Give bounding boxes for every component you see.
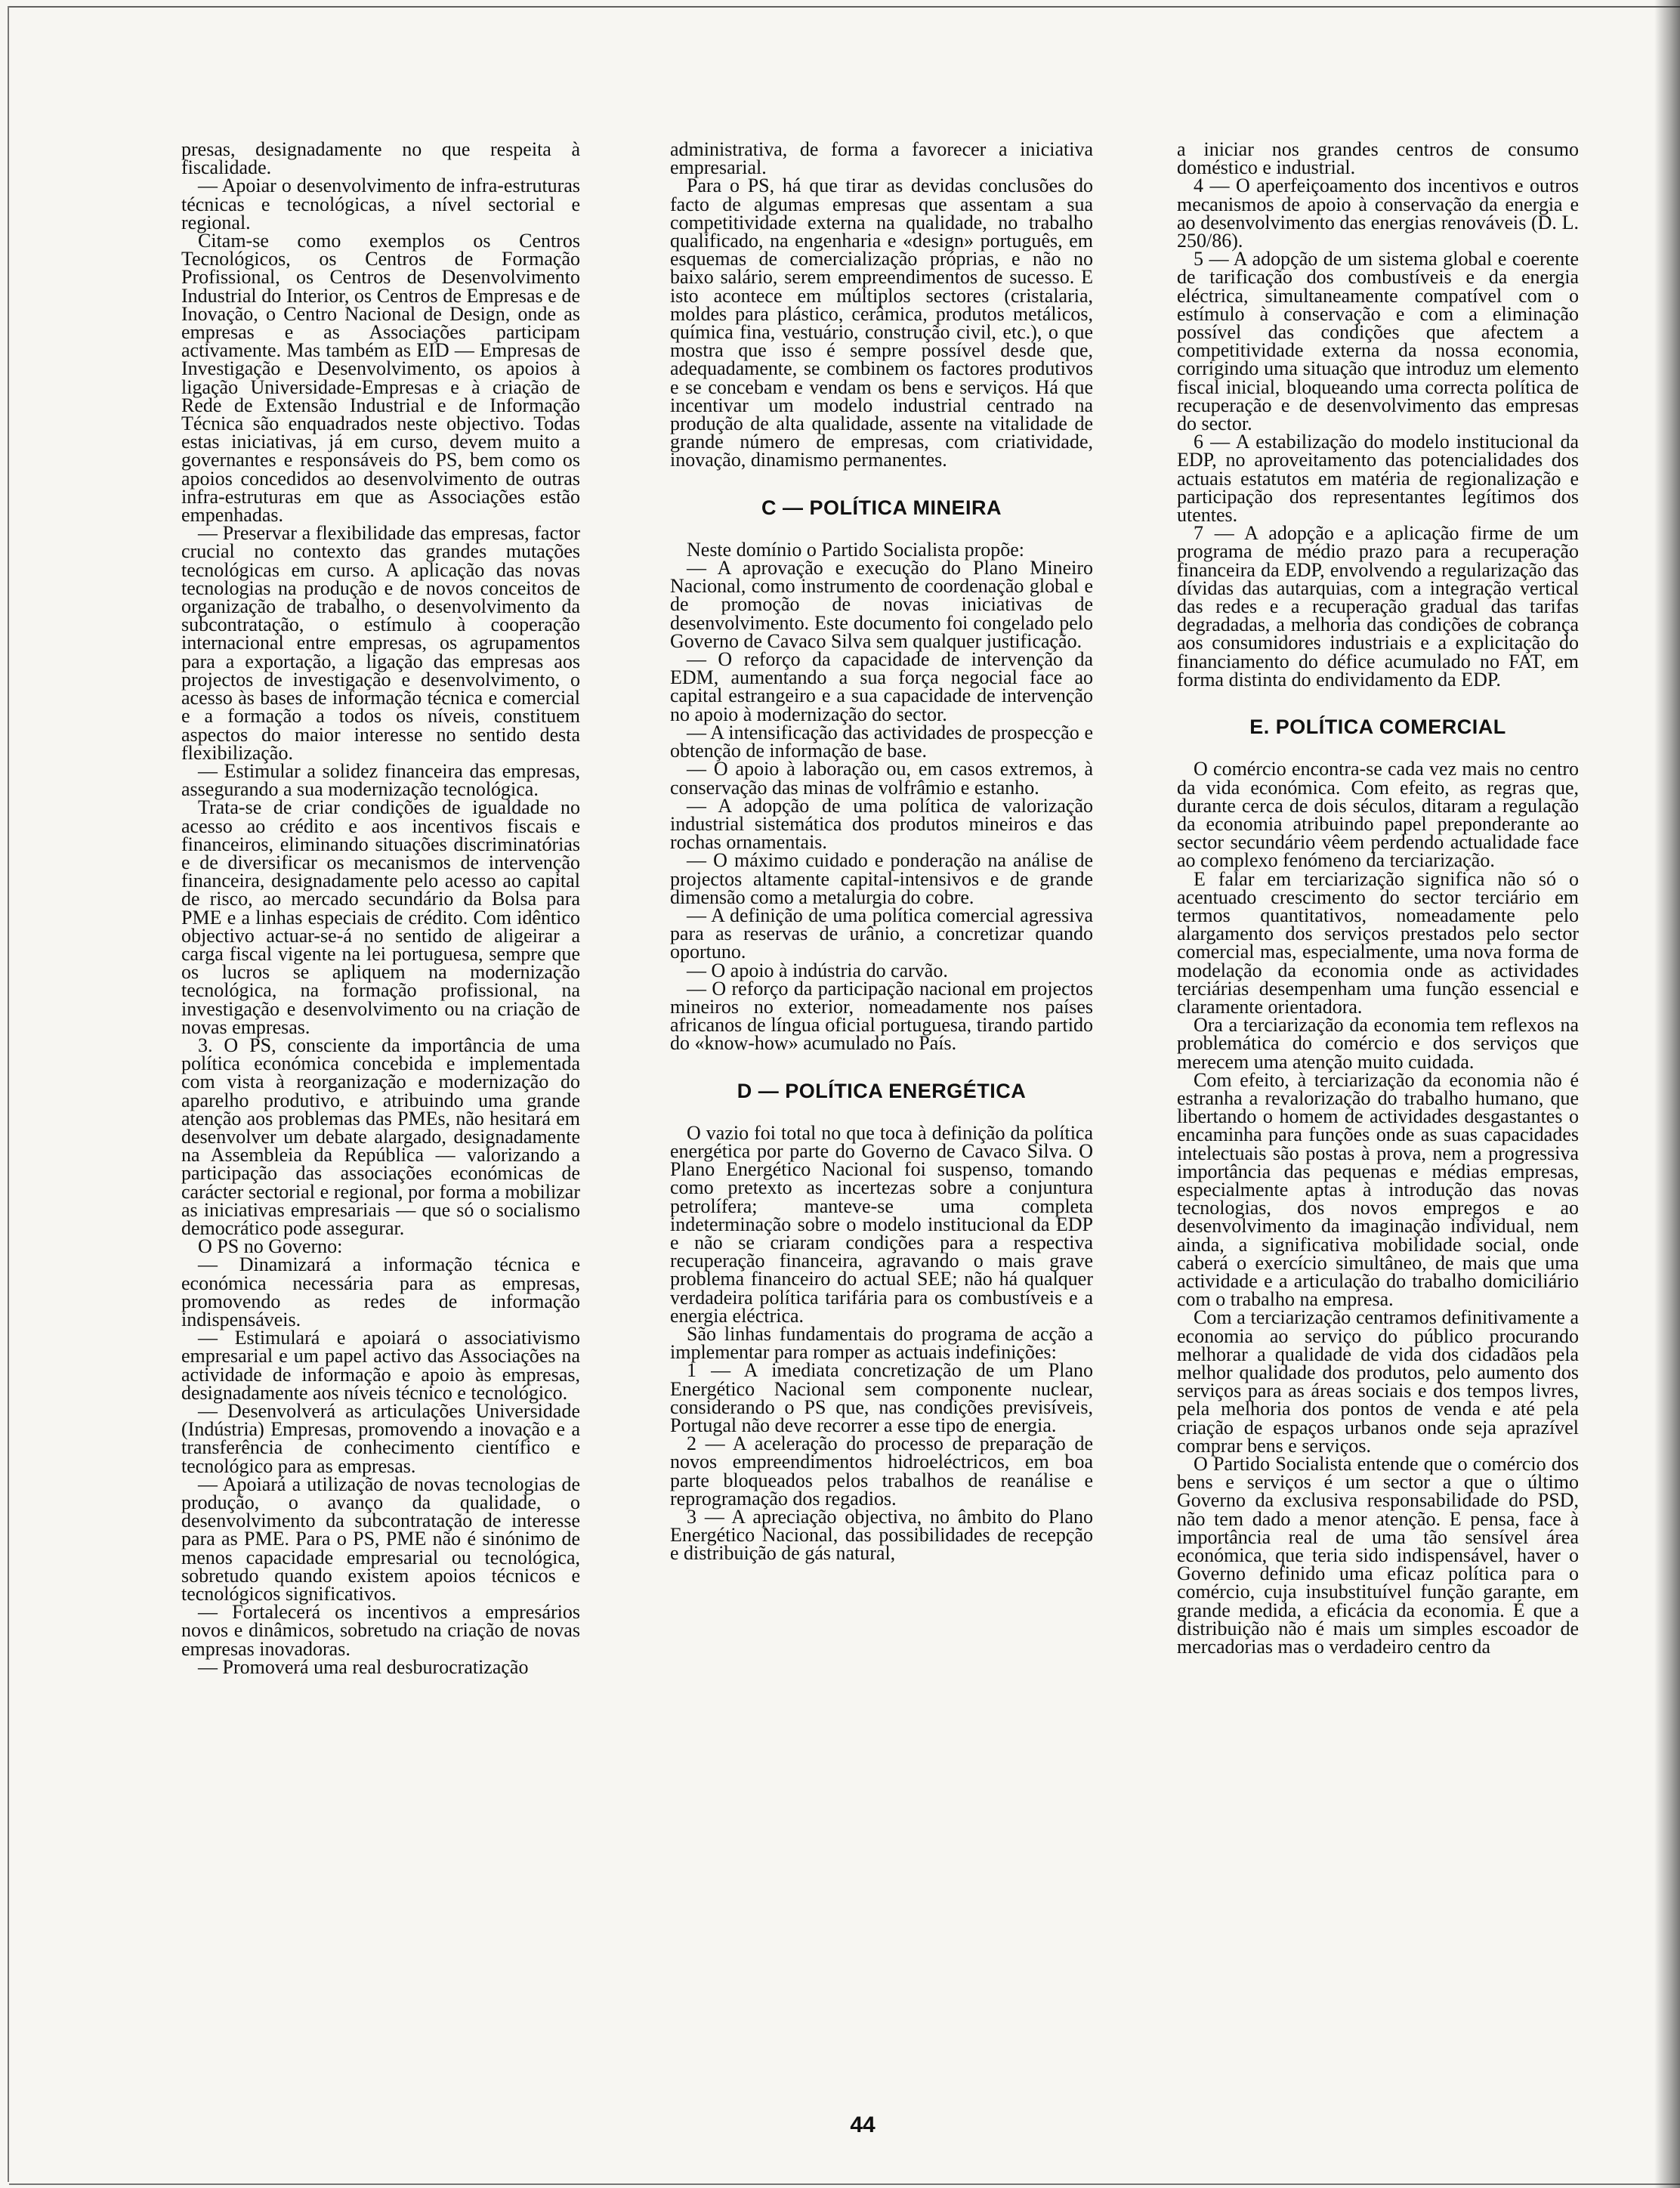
paragraph: a iniciar nos grandes centros de consumo doméstico e industrial. xyxy=(1177,138,1579,179)
paragraph: — O reforço da capacidade de intervenção da EDM, aumentando a sua força negocial face ao capital estrangeiro e a sua capacidade de intervenção no apoio à modernização do sector. xyxy=(670,648,1093,725)
paragraph: — Fortalecerá os incentivos a empresários novos e dinâmicos, sobretudo na criação de novas empresas inovadoras. xyxy=(181,1601,580,1660)
paragraph: 5 — A adopção de um sistema global e coerente de tarificação dos combustíveis e da energia eléctrica, simultaneamente compatível com o estímulo à conservação e com a eliminação possível das condições que afectem a competitividade externa da nossa economia, corrigindo uma situação que introduz um elemento fiscal inicial, bloqueando uma correcta política de recuperação e de desenvolvimento das empresas do sector. xyxy=(1177,248,1579,435)
paragraph: 3 — A apreciação objectiva, no âmbito do Plano Energético Nacional, das possibilidades de recepção e distribuição de gás natural, xyxy=(670,1506,1093,1565)
paragraph: Com efeito, à terciarização da economia não é estranha a revalorização do trabalho humano, que libertando o homem de actividades desgastantes o encaminha para funções onde as suas capacidades intelectuais são postas à prova, nem a progressiva importância das pequenas e médias empresas, especialmente aptas à introdução das novas tecnologias, dos novos empregos e ao desenvolvimento da imaginação individual, nem ainda, a significativa mobilidade social, onde caberá o exercício simultâneo, de mais que uma actividade e a articulação do trabalho domiciliário com o trabalho na empresa. xyxy=(1177,1068,1579,1311)
paragraph: 6 — A estabilização do modelo institucional da EDP, no aproveitamento das potencialidades dos actuais estatutos em matéria de regionalização e participação dos representantes legítimos dos utentes. xyxy=(1177,431,1579,527)
page-number: 44 xyxy=(850,2112,876,2137)
paragraph: — O apoio à laboração ou, em casos extremos, à conservação das minas de volfrâmio e estanho. xyxy=(670,758,1093,799)
paragraph: São linhas fundamentais do programa de acção a implementar para romper as actuais indefinições: xyxy=(670,1322,1093,1364)
section-heading-comercial: E. POLÍTICA COMERCIAL xyxy=(1249,715,1506,739)
paragraph: 4 — O aperfeiçoamento dos incentivos e outros mecanismos de apoio à conservação da energia e ao desenvolvimento das energias renováveis (D. L. 250/86). xyxy=(1177,175,1579,252)
left-border xyxy=(8,6,9,2182)
paragraph: — Apoiar o desenvolvimento de infra-estruturas técnicas e tecnológicas, a nível sectorial e regional. xyxy=(181,175,580,233)
paragraph: E falar em terciarização significa não só o acentuado crescimento do sector terciário em termos quantitativos, nomeadamente pelo alargamento dos serviços prestados pelo sector comercial mas, especialmente, uma nova forma de modelação da economia onde as actividades terciárias desempenham uma função essencial e claramente orientadora. xyxy=(1177,867,1579,1018)
paragraph: Trata-se de criar condições de igualdade no acesso ao crédito e aos incentivos fiscais e financeiros, eliminando situações discriminatórias e de diversificar os mecanismos de intervenção financeira, designadamente pelo acesso ao capital de risco, ao mercado secundário da Bolsa para PME e a linhas especiais de crédito. Com idêntico objectivo actuar-se-á no sentido de aligeirar a carga fiscal vigente na lei portuguesa, sempre que os lucros se apliquem na modernização tecnológica, na formação profissional, na investigação e desenvolvimento ou na criação de novas empresas. xyxy=(181,796,580,1038)
top-border xyxy=(9,6,1680,8)
paragraph: Com a terciarização centramos definitivamente a economia ao serviço do público procurando melhorar a qualidade de vida dos cidadãos pela melhor qualidade dos produtos, pelo aumento dos serviços para as áreas sociais e dos tempos livres, pela melhoria dos pontos de venda e até pela criação de espaços urbanos onde seja aprazível comprar bens e serviços. xyxy=(1177,1306,1579,1457)
bottom-border xyxy=(9,2183,1680,2185)
paragraph: — A definição de uma política comercial agressiva para as reservas de urânio, a concretizar quando oportuno. xyxy=(670,904,1093,963)
paragraph: Ora a terciarização da economia tem reflexos na problemática do comércio e dos serviços que merecem uma atenção muito cuidada. xyxy=(1177,1014,1579,1073)
column-left xyxy=(181,138,580,1678)
column-right xyxy=(1177,138,1579,1658)
paragraph: — O apoio à indústria do carvão. xyxy=(687,959,948,981)
paragraph: administrativa, de forma a favorecer a iniciativa empresarial. xyxy=(670,138,1093,179)
paragraph: 7 — A adopção e a aplicação firme de um programa de médio prazo para a recuperação financeira da EDP, envolvendo a regularização das dívidas das autarquias, com a integração vertical das redes e a recuperação gradual das tarifas degradadas, a melhoria das condições de cobrança aos consumidores industriais e a explicitação do financiamento do défice acumulado no FAT, em forma distinta do endividamento da EDP. xyxy=(1177,522,1579,691)
paragraph: Neste domínio o Partido Socialista propõe: xyxy=(687,538,1024,561)
paragraph: — Estimulará e apoiará o associativismo empresarial e um papel activo das Associações na actividade de informação e apoio às empresas, designadamente aos níveis técnico e tecnológico. xyxy=(181,1327,580,1404)
paragraph: — O máximo cuidado e ponderação na análise de projectos altamente capital-intensivos e de grande dimensão como a metalurgia do cobre. xyxy=(670,849,1093,908)
paragraph: — Dinamizará a informação técnica e económica necessária para as empresas, promovendo as redes de informação indispensáveis. xyxy=(181,1253,580,1330)
paragraph: 3. O PS, consciente da importância de uma política económica concebida e implementada com vista à reorganização e modernização do aparelho produtivo, e atribuindo uma grande atenção aos problemas das PMEs, não hesitará em desenvolver um debate alargado, designadamente na Assembleia da República — valorizando a participação das associações económicas de carácter sectorial e regional, por forma a mobilizar as iniciativas empresariais — que só o socialismo democrático pode assegurar. xyxy=(181,1034,580,1239)
paragraph: — A intensificação das actividades de prospecção e obtenção de informação de base. xyxy=(670,721,1093,762)
paragraph: 1 — A imediata concretização de um Plano Energético Nacional sem componente nuclear, considerando o PS que, nas condições previsíveis, Portugal não deve recorrer a esse tipo de energia. xyxy=(670,1359,1093,1436)
paragraph: O Partido Socialista entende que o comércio dos bens e serviços é um sector a que o último Governo da exclusiva responsabilidade do PSD, não tem dado a menor atenção. E pensa, face à importância real de uma tão sensível área económica, que teria sido indispensável, haver o Governo definido uma eficaz política para o comércio, cuja insubstituível função garante, em grande medida, a eficácia da economia. É que a distribuição não é mais um simples escoador de mercadorias mas o verdadeiro centro da xyxy=(1177,1453,1579,1658)
page-edge-shadow xyxy=(1654,0,1680,2188)
paragraph: O comércio encontra-se cada vez mais no centro da vida económica. Com efeito, as regras que, durante cerca de dois séculos, ditaram a regulação da economia atribuindo papel preponderante ao sector secundário vêem perdendo actualidade face ao complexo fenómeno da terciarização. xyxy=(1177,758,1579,872)
paragraph: — Desenvolverá as articulações Universidade (Indústria) Empresas, promovendo a inovação e a transferência de conhecimento científico e tecnológico para as empresas. xyxy=(181,1400,580,1477)
section-heading-energetica: D — POLÍTICA ENERGÉTICA xyxy=(737,1079,1027,1102)
paragraph: — Estimular a solidez financeira das empresas, assegurando a sua modernização tecnológica. xyxy=(181,759,580,801)
paragraph: — Preservar a flexibilidade das empresas, factor crucial no contexto das grandes mutações tecnológicas em curso. A aplicação das novas tecnologias na produção e de novos conceitos de organização de trabalho, o desenvolvimento da subcontratação, o estímulo à cooperação internacional entre empresas, os agrupamentos para a exportação, a ligação das empresas aos projectos de investigação e desenvolvimento, o acesso às bases de informação técnica e comercial e a formação a todos os níveis, constituem aspectos do maior interesse no sentido desta flexibilização. xyxy=(181,522,580,764)
paragraph: Para o PS, há que tirar as devidas conclusões do facto de algumas empresas que assentam a sua competitividade externa na qualidade, no trabalho qualificado, na engenharia e «design» português, em esquemas de comercialização próprias, e não no baixo salário, serem empreendimentos de sucesso. E isto acontece em múltiplos sectores (cristalaria, moldes para plástico, cerâmica, produtos metálicos, química fina, vestuário, construção civil, etc.), o que mostra que isso é sempre possível desde que, adequadamente, se combinem os factores produtivos e se concebam e vendam os bens e serviços. Há que incentivar um modelo industrial centrado na produção de alta qualidade, assente na vitalidade de grande número de empresas, com criatividade, inovação, dinamismo permanentes. xyxy=(670,175,1093,471)
paragraph: — Apoiará a utilização de novas tecnologias de produção, o avanço da qualidade, o desenvolvimento da subcontratação de interesse para as PME. Para o PS, PME não é sinónimo de menos capacidade empresarial ou tecnológica, sobretudo quando existem apoios técnicos e tecnológicos significativos. xyxy=(181,1473,580,1605)
paragraph: — O reforço da participação nacional em projectos mineiros no exterior, nomeadamente nos países africanos de língua oficial portuguesa, tirando partido do «know-how» acumulado no País. xyxy=(670,977,1093,1055)
paragraph: — A aprovação e execução do Plano Mineiro Nacional, como instrumento de coordenação global e de promoção de novas iniciativas de desenvolvimento. Este documento foi congelado pelo Governo de Cavaco Silva sem qualquer justificação. xyxy=(670,557,1093,652)
section-heading-mineira: C — POLÍTICA MINEIRA xyxy=(761,496,1002,519)
paragraph: O PS no Governo: xyxy=(198,1235,343,1258)
paragraph: presas, designadamente no que respeita à fiscalidade. xyxy=(181,138,580,179)
paragraph: — A adopção de uma política de valorização industrial sistemática dos produtos mineiros e das rochas ornamentais. xyxy=(670,794,1093,854)
column-middle xyxy=(670,138,1093,1565)
paragraph: — Promoverá uma real desburocratização xyxy=(198,1655,529,1678)
paragraph: 2 — A aceleração do processo de preparação de novos empreendimentos hidroeléctricos, em boa parte bloqueados pelos trabalhos de reanálise e reprogramação dos regadios. xyxy=(670,1432,1093,1510)
paragraph: Citam-se como exemplos os Centros Tecnológicos, os Centros de Formação Profissional, os Centros de Desenvolvimento Industrial do Interior, os Centros de Empresas e de Inovação, o Centro Nacional de Design, onde as empresas e as Associações participam activamente. Mas também as EID — Empresas de Investigação e Desenvolvimento, os apoios à ligação Universidade-Empresas e à criação de Rede de Extensão Industrial e de Informação Técnica são enquadrados neste objectivo. Todas estas iniciativas, já em curso, devem muito a governantes e responsáveis do PS, bem como os apoios concedidos ao desenvolvimento de outras infra-estruturas em que as Associações estão empenhadas. xyxy=(181,230,580,527)
paragraph: O vazio foi total no que toca à definição da política energética por parte do Governo de Cavaco Silva. O Plano Energético Nacional foi suspenso, tomando como pretexto as incertezas sobre a conjuntura petrolífera; manteve-se uma completa indeterminação sobre o modelo institucional da EDP e não se criaram condições para a respectiva recuperação financeira, agravando o mais grave problema financeiro do actual SEE; não há qualquer verdadeira política tarifária para os combustíveis e a energia eléctrica. xyxy=(670,1121,1093,1327)
